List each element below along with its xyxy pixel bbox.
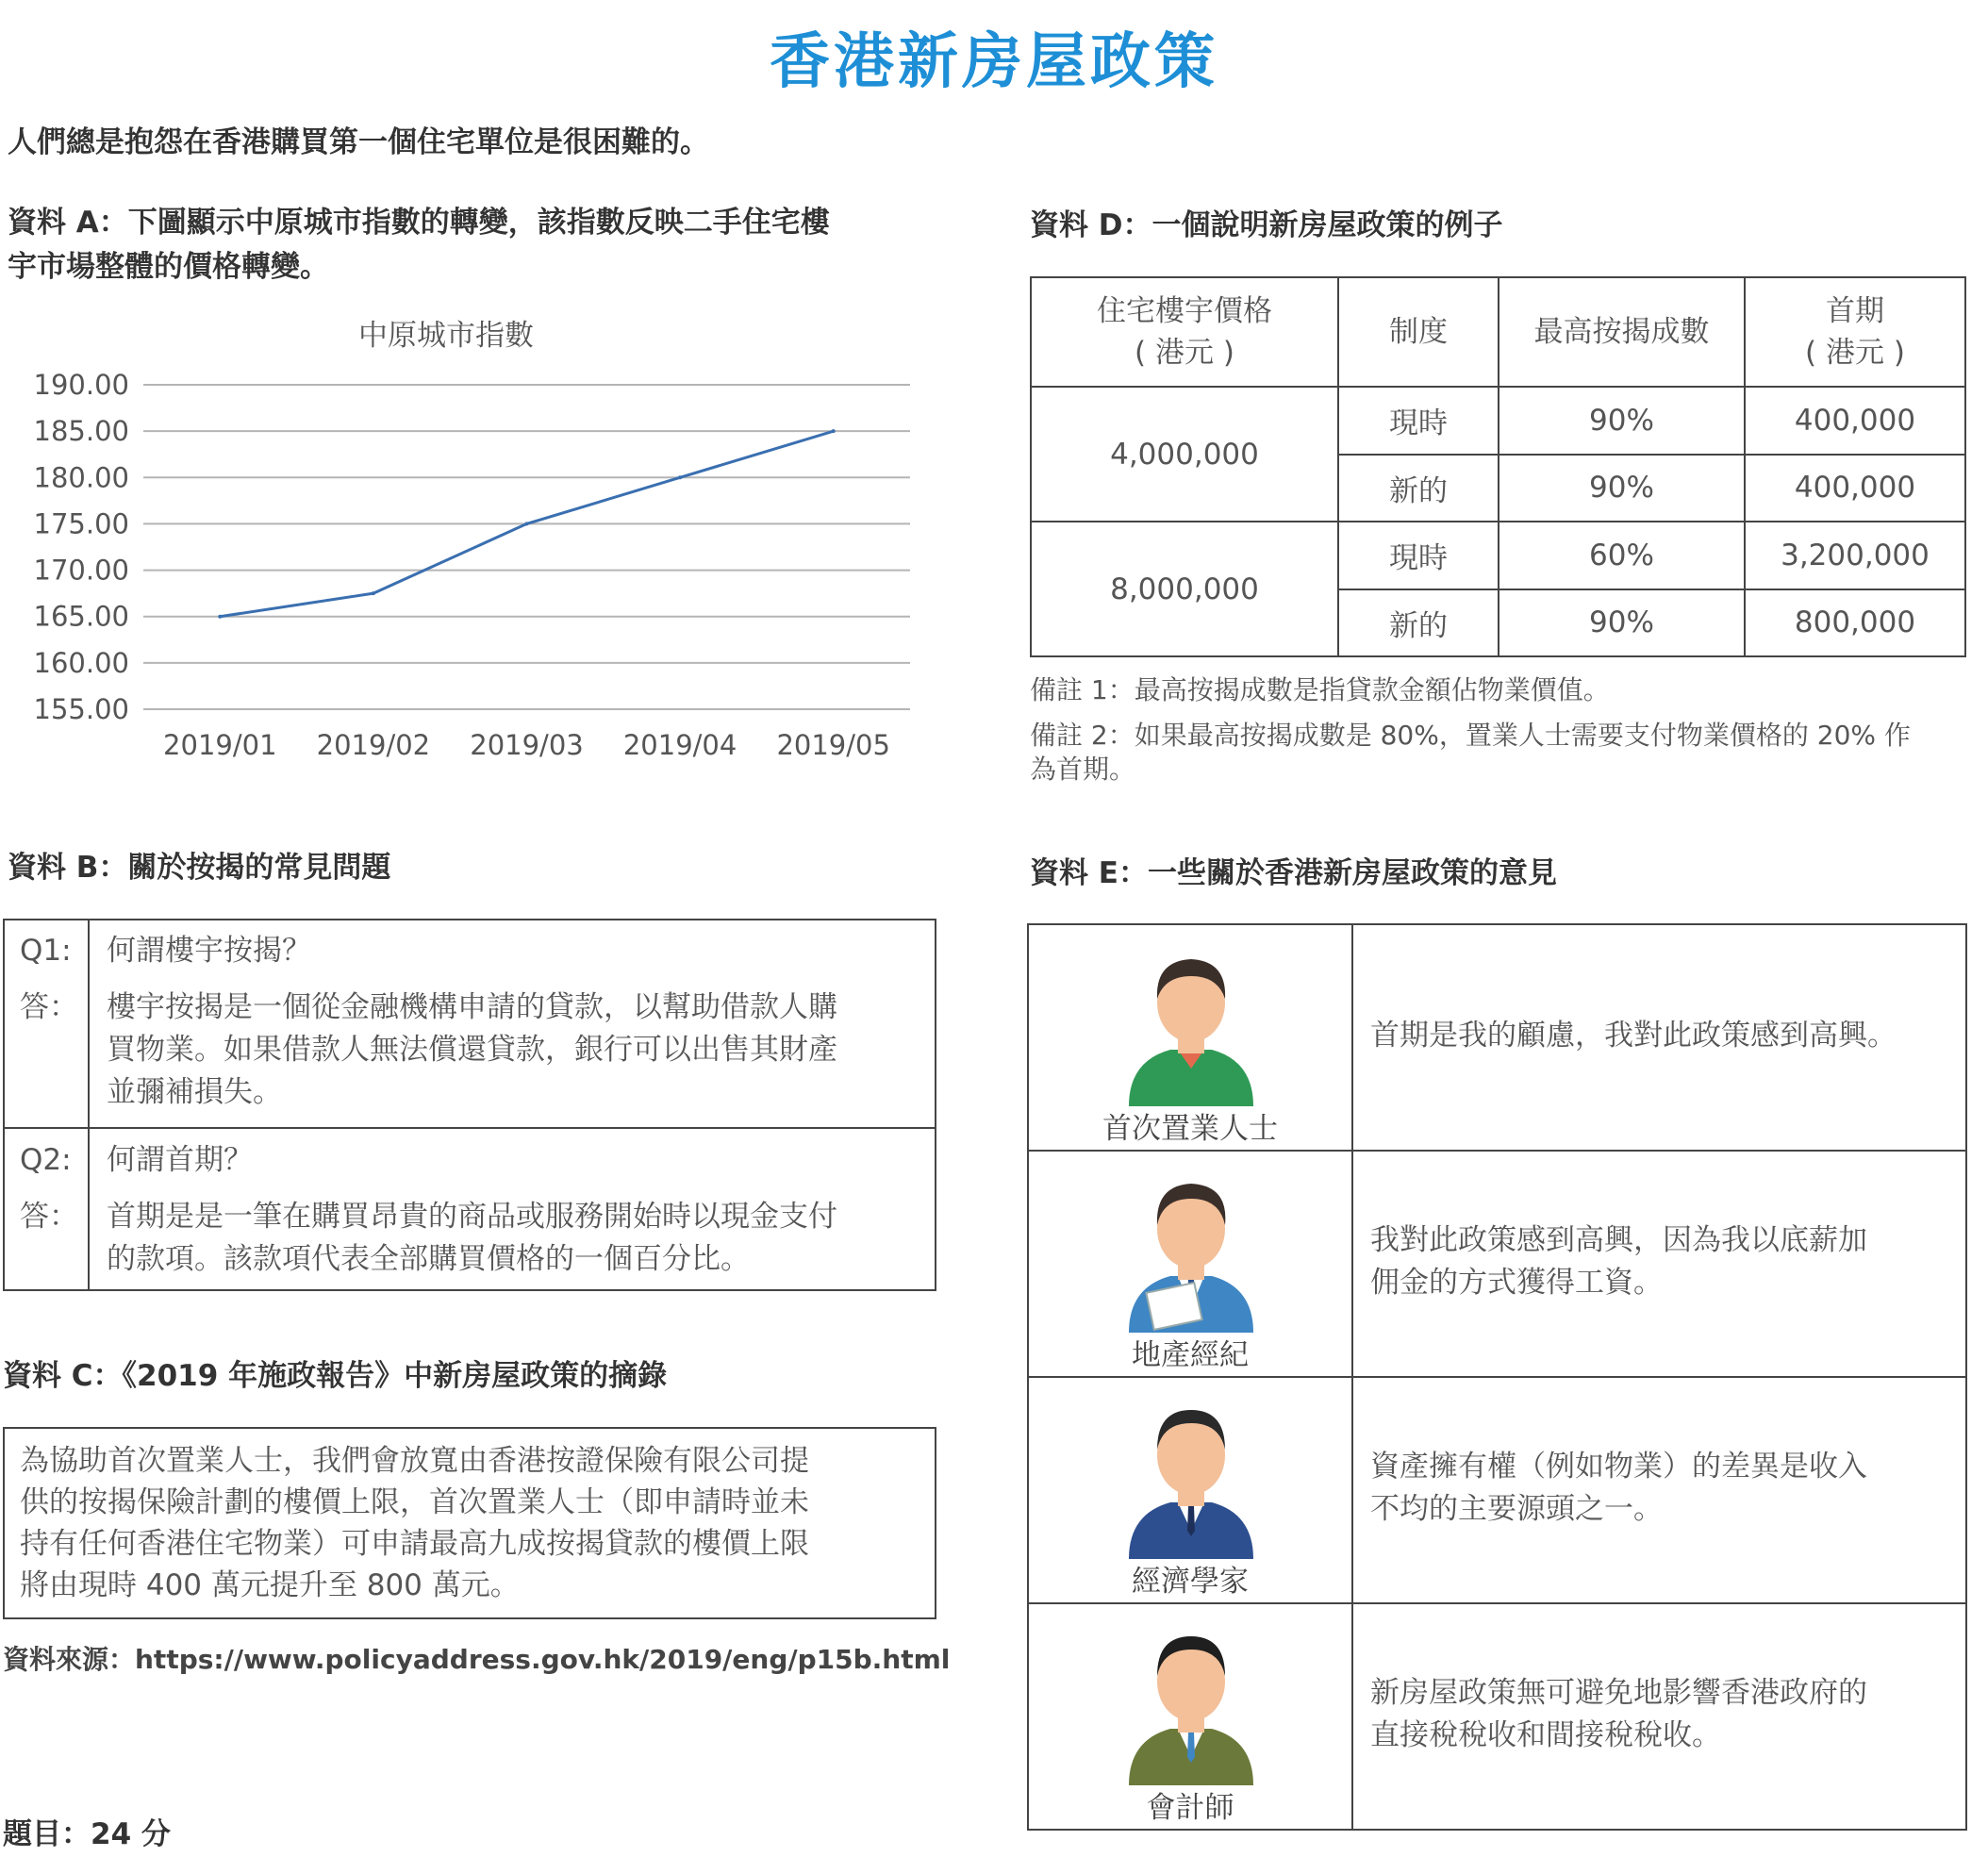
excerpt-line1: 為協助首次置業人士，我們會放寬由香港按證保險有限公司提	[20, 1444, 809, 1478]
header-price	[1031, 277, 1338, 387]
opinion-role: 首次置業人士	[1102, 1112, 1278, 1146]
q1-text: 何謂樓宇按揭？	[107, 934, 311, 968]
chart-point	[832, 429, 836, 433]
note-1: 備註 1：最高按揭成數是指貸款金額佔物業價值。	[1030, 674, 1610, 705]
opinion-row	[1029, 1378, 1965, 1604]
opinion-line1: 新房屋政策無可避免地影響香港政府的	[1370, 1676, 1867, 1710]
chart-y-tick-label: 190.00	[33, 369, 129, 401]
economist-avatar-icon	[1116, 1393, 1267, 1559]
header-price-line2: ( 港元 )	[1135, 336, 1234, 370]
chart-point	[525, 522, 529, 525]
chart-y-tick-label: 180.00	[33, 461, 129, 494]
opinion-row	[1029, 1604, 1965, 1831]
chart-gridlines	[143, 385, 910, 709]
opinion-text	[1370, 1672, 1955, 1757]
opinion-line2: 佣金的方式獲得工資。	[1370, 1266, 1663, 1300]
faq-box	[3, 919, 936, 1291]
chart-y-ticks	[34, 369, 129, 725]
down-cell: 3,200,000	[1745, 522, 1965, 589]
opinion-role: 會計師	[1146, 1791, 1234, 1825]
source-a-heading-line2: 宇市場整體的價格轉變。	[8, 250, 329, 284]
opinions-table	[1027, 923, 1967, 1831]
header-ratio: 最高按揭成數	[1499, 277, 1745, 387]
line-chart	[0, 358, 924, 773]
system-cell: 現時	[1338, 387, 1499, 455]
opinion-text	[1370, 1219, 1955, 1304]
chart-point	[372, 591, 375, 595]
a2-line1: 首期是是一筆在購買昂貴的商品或服務開始時以現金支付	[107, 1200, 837, 1234]
table-row	[1031, 522, 1965, 589]
source-a-heading-line1: 資料 A：下圖顯示中原城市指數的轉變，該指數反映二手住宅樓	[8, 206, 830, 240]
table-header-row	[1031, 277, 1965, 387]
policy-example-table	[1030, 276, 1966, 657]
header-down-line2: ( 港元 )	[1805, 336, 1905, 370]
chart-y-tick-label: 165.00	[33, 600, 129, 633]
chart-y-tick-label: 185.00	[33, 415, 129, 448]
note-2-line2: 為首期。	[1030, 754, 1136, 785]
accountant-avatar-icon	[1116, 1619, 1267, 1785]
price-cell: 4,000,000	[1031, 387, 1338, 522]
a2-label: 答：	[20, 1200, 78, 1234]
estate-agent-avatar-icon	[1116, 1167, 1267, 1333]
excerpt-line4: 將由現時 400 萬元提升至 800 萬元。	[20, 1568, 520, 1602]
ratio-cell: 60%	[1499, 522, 1745, 589]
chart-y-tick-label: 170.00	[33, 554, 129, 587]
a1-line2: 買物業。如果借款人無法償還貸款，銀行可以出售其財產	[107, 1033, 837, 1067]
first-time-buyer-avatar-icon	[1116, 940, 1267, 1106]
excerpt-line3: 持有任何香港住宅物業）可申請最高九成按揭貸款的樓價上限	[20, 1527, 809, 1561]
note-2-line1: 備註 2：如果最高按揭成數是 80%，置業人士需要支付物業價格的 20% 作	[1030, 720, 1911, 751]
policy-excerpt-box	[3, 1427, 936, 1619]
system-cell: 新的	[1338, 589, 1499, 657]
a1-line3: 並彌補損失。	[107, 1075, 282, 1109]
chart-x-ticks	[163, 729, 890, 761]
intro-text: 人們總是抱怨在香港購買第一個住宅單位是很困難的。	[8, 125, 709, 159]
chart-point	[678, 475, 682, 479]
opinion-line1: 資產擁有權（例如物業）的差異是收入	[1370, 1450, 1867, 1484]
header-price-line1: 住宅樓宇價格	[1097, 294, 1272, 328]
chart-x-tick-label: 2019/02	[316, 729, 431, 761]
ratio-cell: 90%	[1499, 589, 1745, 657]
a2-line2: 的款項。該款項代表全部購買價格的一個百分比。	[107, 1242, 750, 1276]
source-link[interactable]: 資料來源：https://www.policyaddress.gov.hk/2019/eng/p15b.html	[3, 1644, 951, 1675]
chart-title: 中原城市指數	[358, 319, 534, 353]
q1-label: Q1:	[20, 934, 72, 968]
chart-y-tick-label: 155.00	[33, 693, 129, 725]
chart-x-tick-label: 2019/05	[776, 729, 890, 761]
system-cell: 現時	[1338, 522, 1499, 589]
question-marks-partial: 題目：24 分	[3, 1817, 171, 1851]
opinion-text	[1370, 1015, 1955, 1057]
faq-divider-horizontal	[5, 1127, 935, 1129]
chart-point	[218, 615, 222, 619]
down-cell: 800,000	[1745, 589, 1965, 657]
chart-x-tick-label: 2019/03	[470, 729, 584, 761]
page-title: 香港新房屋政策	[770, 27, 1218, 97]
down-cell: 400,000	[1745, 387, 1965, 455]
header-system: 制度	[1338, 277, 1499, 387]
opinion-role: 地產經紀	[1132, 1338, 1249, 1372]
opinion-line2: 不均的主要源頭之一。	[1370, 1492, 1663, 1526]
chart-y-tick-label: 175.00	[33, 507, 129, 540]
down-cell: 400,000	[1745, 455, 1965, 522]
ratio-cell: 90%	[1499, 387, 1745, 455]
opinion-text	[1370, 1446, 1955, 1531]
opinion-line2: 直接稅稅收和間接稅稅收。	[1370, 1718, 1721, 1752]
opinion-line1: 首期是我的顧慮，我對此政策感到高興。	[1370, 1019, 1897, 1053]
opinion-row	[1029, 925, 1965, 1152]
ratio-cell: 90%	[1499, 455, 1745, 522]
faq-divider-vertical	[88, 920, 90, 1289]
header-downpayment	[1745, 277, 1965, 387]
source-e-heading: 資料 E：一些關於香港新房屋政策的意見	[1030, 856, 1557, 890]
header-down-line1: 首期	[1826, 294, 1884, 328]
system-cell: 新的	[1338, 455, 1499, 522]
source-b-heading: 資料 B：關於按揭的常見問題	[8, 851, 391, 885]
table-row	[1031, 387, 1965, 455]
source-a-heading	[8, 201, 830, 290]
source-c-heading: 資料 C：《2019 年施政報告》中新房屋政策的摘錄	[3, 1359, 668, 1393]
excerpt-line2: 供的按揭保險計劃的樓價上限，首次置業人士（即申請時並未	[20, 1485, 809, 1519]
chart-x-tick-label: 2019/01	[163, 729, 277, 761]
opinion-role: 經濟學家	[1132, 1565, 1249, 1599]
chart-x-tick-label: 2019/04	[622, 729, 737, 761]
chart-y-tick-label: 160.00	[33, 646, 129, 679]
a1-label: 答：	[20, 990, 78, 1024]
a1-line1: 樓宇按揭是一個從金融機構申請的貸款，以幫助借款人購	[107, 990, 837, 1024]
q2-label: Q2:	[20, 1143, 72, 1177]
source-d-heading: 資料 D：一個說明新房屋政策的例子	[1030, 208, 1503, 242]
opinion-line1: 我對此政策感到高興，因為我以底薪加	[1370, 1223, 1867, 1257]
q2-text: 何謂首期？	[107, 1143, 253, 1177]
opinion-row	[1029, 1152, 1965, 1378]
note-2	[1030, 719, 1973, 787]
price-cell: 8,000,000	[1031, 522, 1338, 656]
